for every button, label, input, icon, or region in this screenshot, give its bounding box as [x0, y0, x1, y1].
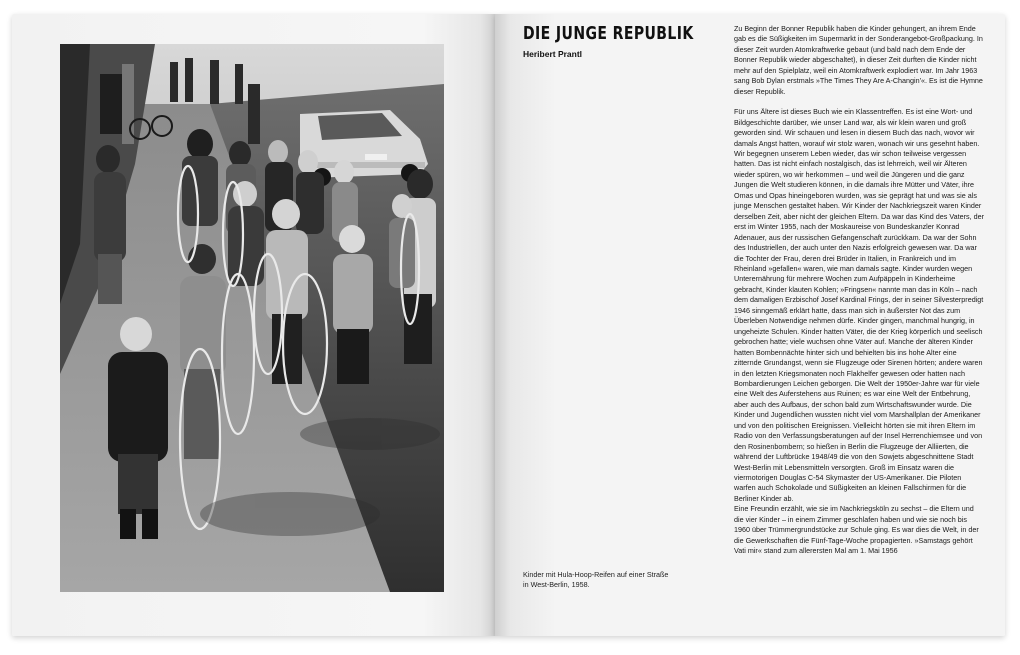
black-white-photo-children-hula-hoops [60, 44, 444, 592]
article-title: DIE JUNGE REPUBLIK [523, 23, 694, 44]
paragraph: Für uns Ältere ist dieses Buch wie ein Klassentreffen. Es ist eine Wort- und Bildgeschichte darüber, wie unser Land war, als wir klein waren und groß geworden sind. Wir schauen und lesen in diesem Buch das nach, wovor wir damals Angst hatten, worauf wir stolz waren, wonach wir uns gesehnt haben. Wir begegnen unserem Leben wieder, das wir schon teilweise vergessen hatten. Das ist nicht einfach nostalgisch, das ist lehrreich, weil wir Älteren wieder spüren, wo wir herkommen – und weil die Jüngeren und die ganz Jungen die Welt studieren können, in die damals ihre Mütter und Väter, ihre Omas und Opas hineingeboren wurden, was sie geprägt hat und was sie als junge Menschen gestaltet haben. Wir Kinder der Nachkriegszeit waren Kinder derselben Zeit, aber nicht der gleichen Eltern. Da war das Kind des Vaters, der erst im Winter 1955, nach der Moskaureise von Bundeskanzler Konrad Adenauer, aus der russischen Gefangenschaft zurückkam. Da war der Sohn des Industriellen, der auch unter den Nazis erfolgreich gewesen war. Da war die Tochter der Frau, deren drei Brüder in Italien, in Frankreich und im Rheinland »gefallen« waren, wie man damals sagte. Kinder wurden wegen Unterernährung für mehrere Wochen zum Aufpäppeln in Kinderheime gebracht, Kinder klauten Kohlen; »Fringsen« nannte man das in Köln – nach dem damaligen Erzbischof Josef Kardinal Frings, der in seiner Silvesterpredigt 1946 sinngemäß erklärt hatte, dass man sich in äußerster Not das zum Überleben Notwendige nehmen dürfe. Kinder gingen, manchmal hungrig, in ungeheizte Schulen. Kinder hatten Väter, die der Krieg körperlich und seelisch gebrochen hatte; viele wuchsen ohne Väter auf. Manche der älteren Kinder hatten Bombennächte hinter sich und behielten bis ins hohe Alter eine zitternde Grundangst, wenn sie Flugzeuge oder Sirenen hörten; andere waren in den letzten Kriegsmonaten noch Flakhelfer gewesen oder hatten nach Bombardierungen Leichen geborgen. Die Welt der 1950er-Jahre war für viele eine Welt des Auferstehens aus Ruinen; es war eine Welt der Entbehrung, aber auch des Aufbaus, der schon bald zum Wirtschaftswunder wurde. Die Kinder und Jugendlichen wussten nicht viel vom Marshallplan der Amerikaner und von den politischen Ereignissen. Vielleicht hörten sie mit ihren Eltern im Radio von den Verfassungsberatungen auf der Insel Herrenchiemsee und von den Rosinenbombern; so hießen in Berlin die Flugzeuge der Alliierten, die während der Luftbrücke 1948/49 die von den Sowjets abgeschnittene Stadt West-Berlin mit Lebensmitteln versorgten. Groß im Einsatz waren die viermotorigen Douglas C-54 Skymaster der US-Amerikaner. Die Piloten warfen auch Schokolade und Süßigkeiten an kleinen Fallschirmen für die Berliner Kinder ab. [734, 107, 984, 503]
photo-caption: Kinder mit Hula-Hoop-Reifen auf einer Straße in West-Berlin, 1958. [523, 570, 669, 589]
article-body [734, 24, 984, 567]
paragraph: Eine Freundin erzählt, wie sie im Nachkriegsköln zu sechst – die Eltern und die vier Kinder – in einem Zimmer geschlafen haben und wie sie noch bis 1960 über Trümmergrundstücke zur Schule ging. Es war dies die Welt, in der die Gewerkschaften die Fünf-Tage-Woche propagierten. »Samstags gehört Vati mir« stand zum allerersten Mal am 1. Mai 1956 [734, 504, 979, 556]
paragraph: Zu Beginn der Bonner Republik haben die Kinder gehungert, an ihrem Ende gab es die Süßigkeiten im Supermarkt in der Sonderangebot-Großpackung. In dieser Zeit wurden Atomkraftwerke gebaut (und bald nach dem Ende der Bonner Republik wieder abgeschaltet), in dieser Zeit durften die Kinder nicht mehr auf den Spielplatz, weil ein Atomkraftwerk explodiert war. Im Jahr 1963 sang Bob Dylan erstmals »The Times They Are A-Changin'«. Es ist die Hymne dieser Republik. [734, 24, 983, 96]
article-author: Heribert Prantl [523, 49, 583, 59]
